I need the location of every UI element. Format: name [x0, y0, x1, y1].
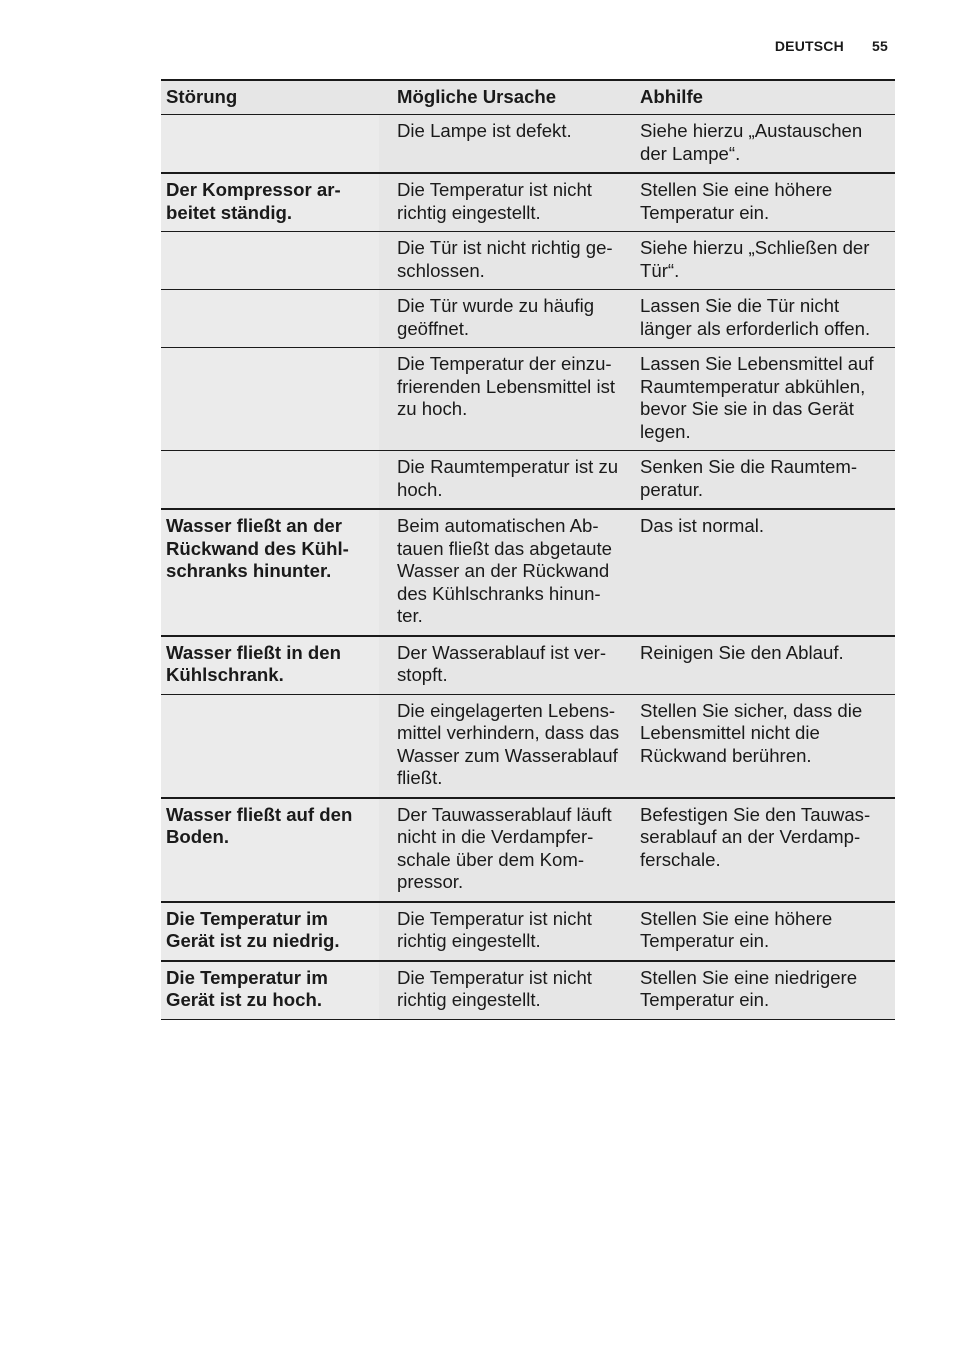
cause-cell: Die Temperatur der einzu-frierenden Lebensmittel ist zu hoch. — [379, 348, 632, 451]
problem-cell: Wasser fließt in den Kühlschrank. — [161, 636, 379, 695]
troubleshooting-table — [161, 79, 895, 1020]
problem-cell — [161, 115, 379, 174]
table-row — [161, 961, 895, 1020]
cause-cell: Die Tür ist nicht richtig ge-schlossen. — [379, 232, 632, 290]
cause-cell: Der Tauwasserablauf läuft nicht in die Verdampfer-schale über dem Kom-pressor. — [379, 798, 632, 902]
problem-cell: Die Temperatur im Gerät ist zu niedrig. — [161, 902, 379, 961]
cause-cell: Die Temperatur ist nicht richtig eingestellt. — [379, 961, 632, 1020]
remedy-cell: Lassen Sie Lebensmittel auf Raumtemperatur abkühlen, bevor Sie sie in das Gerät legen. — [632, 348, 895, 451]
table-header-row — [161, 80, 895, 115]
cause-cell: Die Temperatur ist nicht richtig eingestellt. — [379, 173, 632, 232]
cause-cell: Der Wasserablauf ist ver-stopft. — [379, 636, 632, 695]
cause-cell: Die Raumtemperatur ist zu hoch. — [379, 451, 632, 510]
cause-cell: Die Tür wurde zu häufig geöffnet. — [379, 290, 632, 348]
table-row — [161, 173, 895, 232]
remedy-cell: Stellen Sie sicher, dass die Lebensmittel nicht die Rückwand berühren. — [632, 694, 895, 798]
table-row — [161, 694, 895, 798]
remedy-cell: Reinigen Sie den Ablauf. — [632, 636, 895, 695]
cause-cell: Die eingelagerten Lebens-mittel verhindern, dass das Wasser zum Wasserablauf fließt. — [379, 694, 632, 798]
table-row — [161, 290, 895, 348]
page-number: 55 — [872, 38, 888, 54]
table-row — [161, 348, 895, 451]
remedy-cell: Senken Sie die Raumtem-peratur. — [632, 451, 895, 510]
remedy-cell: Siehe hierzu „Austauschen der Lampe“. — [632, 115, 895, 174]
problem-cell: Die Temperatur im Gerät ist zu hoch. — [161, 961, 379, 1020]
column-header-remedy: Abhilfe — [632, 80, 895, 115]
table-row — [161, 115, 895, 174]
table-row — [161, 636, 895, 695]
table-row — [161, 232, 895, 290]
problem-cell: Wasser fließt auf den Boden. — [161, 798, 379, 902]
table-row — [161, 902, 895, 961]
problem-cell — [161, 694, 379, 798]
remedy-cell: Stellen Sie eine höhere Temperatur ein. — [632, 173, 895, 232]
problem-cell — [161, 290, 379, 348]
table-row — [161, 798, 895, 902]
section-title: DEUTSCH — [774, 38, 844, 54]
remedy-cell: Stellen Sie eine niedrigere Temperatur ein. — [632, 961, 895, 1020]
problem-cell — [161, 232, 379, 290]
column-header-cause: Mögliche Ursache — [379, 80, 632, 115]
problem-cell: Der Kompressor ar-beitet ständig. — [161, 173, 379, 232]
problem-cell — [161, 348, 379, 451]
cause-cell: Beim automatischen Ab-tauen fließt das abgetaute Wasser an der Rückwand des Kühlschranks hinun-ter. — [379, 509, 632, 636]
problem-cell: Wasser fließt an der Rückwand des Kühl-schranks hinunter. — [161, 509, 379, 636]
remedy-cell: Das ist normal. — [632, 509, 895, 636]
remedy-cell: Befestigen Sie den Tauwas-serablauf an der Verdamp-ferschale. — [632, 798, 895, 902]
cause-cell: Die Lampe ist defekt. — [379, 115, 632, 174]
remedy-cell: Lassen Sie die Tür nicht länger als erforderlich offen. — [632, 290, 895, 348]
page-header — [775, 38, 888, 54]
cause-cell: Die Temperatur ist nicht richtig eingestellt. — [379, 902, 632, 961]
remedy-cell: Siehe hierzu „Schließen der Tür“. — [632, 232, 895, 290]
table-row — [161, 509, 895, 636]
problem-cell — [161, 451, 379, 510]
table-row — [161, 451, 895, 510]
remedy-cell: Stellen Sie eine höhere Temperatur ein. — [632, 902, 895, 961]
column-header-problem: Störung — [161, 80, 379, 115]
